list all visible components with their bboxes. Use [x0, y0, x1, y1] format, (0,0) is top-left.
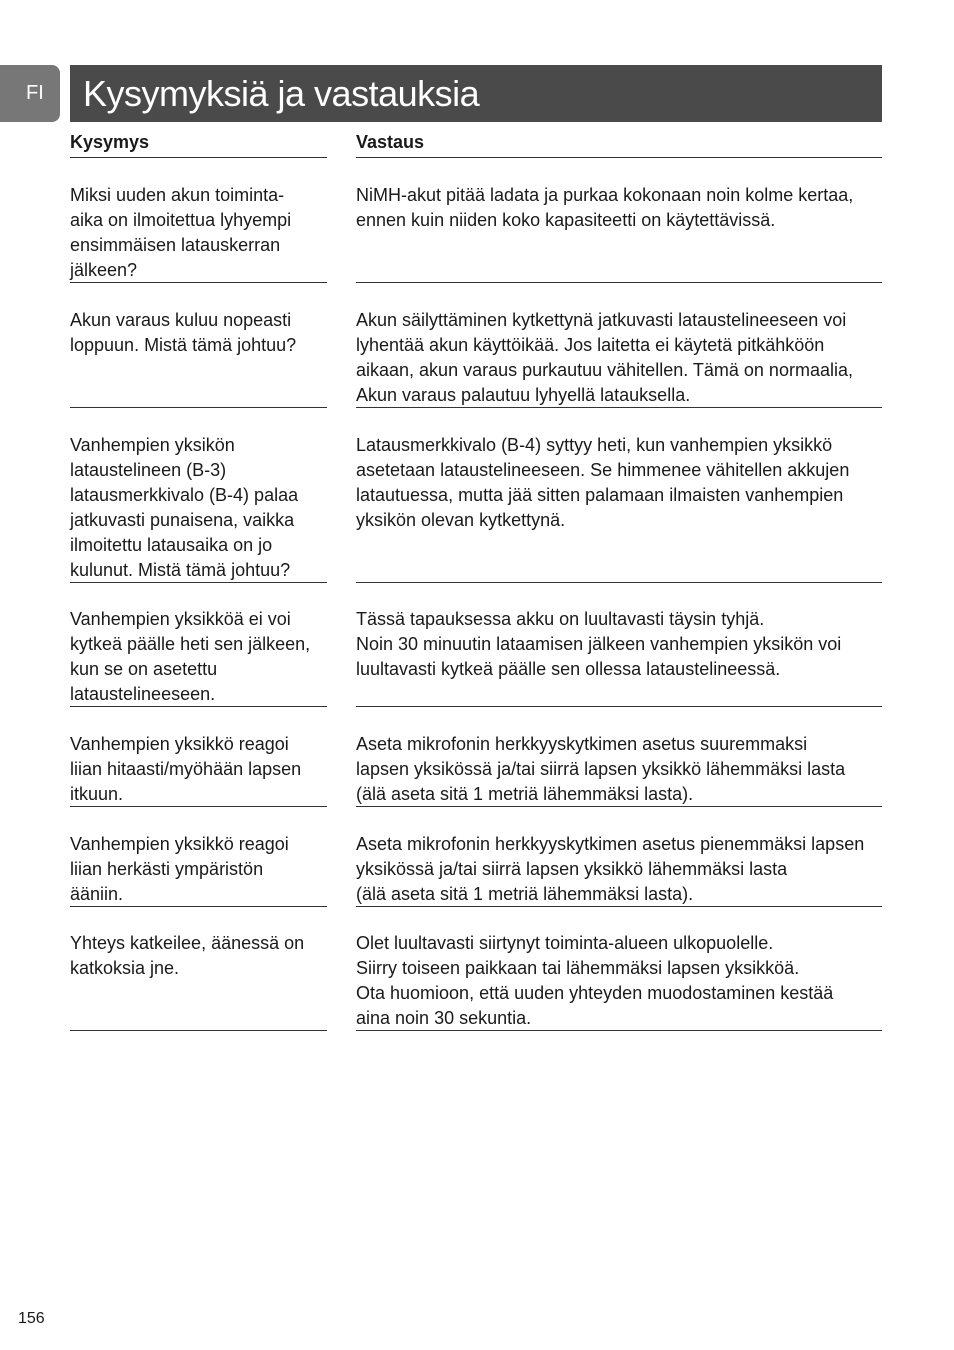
answer-cell	[356, 183, 882, 283]
question-cell	[70, 607, 327, 707]
question-column-header: Kysymys	[70, 130, 327, 158]
answer-line: aina noin 30 sekuntia.	[356, 1008, 532, 1028]
language-tab: FI	[0, 65, 60, 122]
page-number: 156	[18, 1310, 45, 1327]
question-line: Vanhempien yksikkö reagoi	[70, 834, 289, 854]
answer-line: Latausmerkkivalo (B-4) syttyy heti, kun vanhempien yksikkö	[356, 435, 833, 455]
answer-cell	[356, 607, 882, 707]
question-line: loppuun. Mistä tämä johtuu?	[70, 335, 297, 355]
question-cell	[70, 308, 327, 408]
answer-cell	[356, 433, 882, 583]
question-line: jälkeen?	[70, 260, 138, 280]
question-line: lataustelineen (B-3)	[70, 460, 227, 480]
question-cell	[70, 931, 327, 1031]
page-title: Kysymyksiä ja vastauksia	[70, 65, 882, 122]
answer-line: Aseta mikrofonin herkkyyskytkimen asetus suuremmaksi	[356, 734, 808, 754]
question-line: aika on ilmoitettua lyhyempi	[70, 210, 292, 230]
question-line: kun se on asetettu	[70, 659, 218, 679]
answer-line: ennen kuin niiden koko kapasiteetti on käytettävissä.	[356, 210, 776, 230]
answer-line: aikaan, akun varaus purkautuu vähitellen. Tämä on normaalia,	[356, 360, 853, 380]
answer-line: lapsen yksikössä ja/tai siirrä lapsen yksikkö lähemmäksi lasta	[356, 759, 846, 779]
answer-column-header: Vastaus	[356, 130, 882, 158]
answer-line: Noin 30 minuutin lataamisen jälkeen vanhempien yksikön voi	[356, 634, 842, 654]
answer-line: luultavasti kytkeä päälle sen ollessa lataustelineessä.	[356, 659, 781, 679]
answer-line: Akun varaus palautuu lyhyellä latauksella.	[356, 385, 691, 405]
answer-line: Ota huomioon, että uuden yhteyden muodostaminen kestää	[356, 983, 834, 1003]
question-line: ääniin.	[70, 884, 124, 904]
question-line: liian herkästi ympäristön	[70, 859, 264, 879]
question-line: lataustelineeseen.	[70, 684, 216, 704]
question-line: Miksi uuden akun toiminta-	[70, 185, 285, 205]
question-line: jatkuvasti punaisena, vaikka	[70, 510, 295, 530]
answer-cell	[356, 832, 882, 907]
question-line: itkuun.	[70, 784, 124, 804]
answer-line: latautuessa, mutta jää sitten palamaan ilmaisten vanhempien	[356, 485, 844, 505]
answer-line: yksikön olevan kytkettynä.	[356, 510, 566, 530]
answer-line: Aseta mikrofonin herkkyyskytkimen asetus pienemmäksi lapsen	[356, 834, 865, 854]
question-line: liian hitaasti/myöhään lapsen	[70, 759, 302, 779]
question-line: Vanhempien yksikkö reagoi	[70, 734, 289, 754]
answer-cell	[356, 732, 882, 807]
question-line: Vanhempien yksikön	[70, 435, 235, 455]
answer-line: NiMH-akut pitää ladata ja purkaa kokonaan noin kolme kertaa,	[356, 185, 854, 205]
question-cell	[70, 832, 327, 907]
answer-cell	[356, 931, 882, 1031]
question-cell	[70, 732, 327, 807]
answer-cell	[356, 308, 882, 408]
question-line: Yhteys katkeilee, äänessä on	[70, 933, 305, 953]
question-line: latausmerkkivalo (B-4) palaa	[70, 485, 299, 505]
answer-line: yksikössä ja/tai siirrä lapsen yksikkö lähemmäksi lasta	[356, 859, 788, 879]
answer-line: (älä aseta sitä 1 metriä lähemmäksi lasta).	[356, 784, 694, 804]
answer-line: Akun säilyttäminen kytkettynä jatkuvasti lataustelineeseen voi	[356, 310, 847, 330]
question-line: Vanhempien yksikköä ei voi	[70, 609, 291, 629]
answer-line: lyhentää akun käyttöikää. Jos laitetta ei käytetä pitkähköön	[356, 335, 825, 355]
question-line: ensimmäisen latauskerran	[70, 235, 281, 255]
question-line: Akun varaus kuluu nopeasti	[70, 310, 292, 330]
question-line: kulunut. Mistä tämä johtuu?	[70, 560, 291, 580]
question-line: katkoksia jne.	[70, 958, 180, 978]
question-cell	[70, 433, 327, 583]
question-line: ilmoitettu latausaika on jo	[70, 535, 273, 555]
answer-line: Olet luultavasti siirtynyt toiminta-alueen ulkopuolelle.	[356, 933, 774, 953]
question-cell	[70, 183, 327, 283]
question-line: kytkeä päälle heti sen jälkeen,	[70, 634, 311, 654]
answer-line: Siirry toiseen paikkaan tai lähemmäksi lapsen yksikköä.	[356, 958, 800, 978]
answer-line: asetetaan lataustelineeseen. Se himmenee vähitellen akkujen	[356, 460, 850, 480]
answer-line: (älä aseta sitä 1 metriä lähemmäksi lasta).	[356, 884, 694, 904]
answer-line: Tässä tapauksessa akku on luultavasti täysin tyhjä.	[356, 609, 765, 629]
